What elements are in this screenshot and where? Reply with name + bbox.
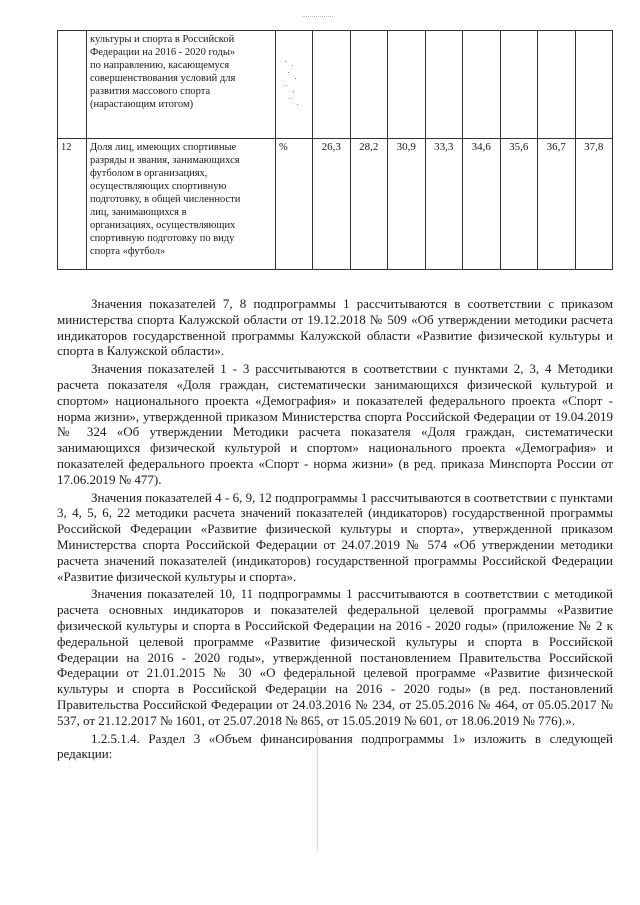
value-cell (575, 31, 613, 139)
value-cell (425, 31, 463, 139)
row-number-cell (58, 31, 87, 139)
scan-artifact (283, 58, 301, 110)
paragraph: Значения показателей 4 - 6, 9, 12 подпрограммы 1 рассчитываются в соответствии с пунктами 3, 4, 5, 6, 22 методики расчета значений показателей (индикаторов) государственной программы Российской Федерации «Развитие физической культуры и спорта», утвержденной приказом Министерства спорта Российской Федерации от 24.07.2019 № 574 «Об утверждении методики расчета значений показателей (индикаторов) государственной программы Российской Федерации «Развитие физической культуры и спорта». (57, 489, 613, 584)
value-cell: 28,2 (350, 139, 388, 270)
paragraph: Значения показателей 10, 11 подпрограммы 1 рассчитываются в соответствии с методикой расчета основных индикаторов и показателей федеральной целевой программы «Развитие физической культуры и спорта в Российской Федерации на 2016 - 2020 годы» (приложение № 2 к федеральной целевой программе «Развитие физической культуры и спорта в Российской Федерации на 2016 - 2020 годы», утвержденной постановлением Правительства Российской Федерации от 21.01.2015 № 30 «О федеральной целевой программе «Развитие физической культуры и спорта в Российской Федерации на 2016 - 2020 годы» (в ред. постановлений Правительства Российской Федерации от 24.03.2016 № 234, от 25.05.2016 № 464, от 05.05.2017 № 537, от 21.12.2017 № 1601, от 25.07.2018 № 865, от 15.05.2019 № 601, от 18.06.2019 № 776).». (57, 586, 613, 728)
unit-cell: % (276, 139, 313, 270)
value-cell: 35,6 (500, 139, 538, 270)
scan-artifact (303, 16, 333, 18)
value-cell: 36,7 (538, 139, 576, 270)
indicator-name-cell (87, 31, 276, 139)
table-row (58, 31, 613, 139)
value-cell (463, 31, 501, 139)
indicators-table (57, 30, 613, 270)
paragraph: Значения показателей 7, 8 подпрограммы 1 рассчитываются в соответствии с приказом министерства спорта Калужской области от 19.12.2018 № 509 «Об утверждении методики расчета индикаторов государственной программы Калужской области «Развитие физической культуры и спорта в Калужской области». (57, 296, 613, 359)
value-cell (388, 31, 426, 139)
value-cell (313, 31, 351, 139)
scan-artifact (317, 640, 320, 850)
document-body (57, 296, 613, 762)
value-cell (500, 31, 538, 139)
indicator-name-cell (87, 139, 276, 270)
paragraph: 1.2.5.1.4. Раздел 3 «Объем финансирования подпрограммы 1» изложить в следующей редакции: (57, 730, 613, 762)
value-cell: 33,3 (425, 139, 463, 270)
value-cell (350, 31, 388, 139)
value-cell (538, 31, 576, 139)
value-cell: 26,3 (313, 139, 351, 270)
indicator-name: Доля лиц, имеющих спортивные разряды и звания, занимающихся футболом в организациях, осуществляющих спортивную подготовку, в общей численности лиц, занимающихся в организациях, осуществляющих спортивную подготовку по виду спорта «футбол» (90, 142, 241, 257)
indicator-name: культуры и спорта в Российской Федерации на 2016 - 2020 годы» по направлению, касающемуся совершенствования условий для развития массового спорта (нарастающим итогом) (90, 34, 236, 110)
value-cell: 30,9 (388, 139, 426, 270)
table-row (58, 139, 613, 270)
value-cell: 37,8 (575, 139, 613, 270)
paragraph: Значения показателей 1 - 3 рассчитываются в соответствии с пунктами 2, 3, 4 Методики расчета показателя «Доля граждан, систематически занимающихся физической культурой и спортом» национального проекта «Демография» и показателей федерального проекта «Спорт - норма жизни», утвержденной приказом Министерства спорта Российской Федерации от 19.04.2019 № 324 «Об утверждении Методики расчета показателя «Доля граждан, систематически занимающихся физической культурой и спортом» национального проекта «Демография» и показателей федерального проекта «Спорт - норма жизни» (в ред. приказа Минспорта России от 17.06.2019 № 477). (57, 361, 613, 487)
value-cell: 34,6 (463, 139, 501, 270)
row-number-cell: 12 (58, 139, 87, 270)
